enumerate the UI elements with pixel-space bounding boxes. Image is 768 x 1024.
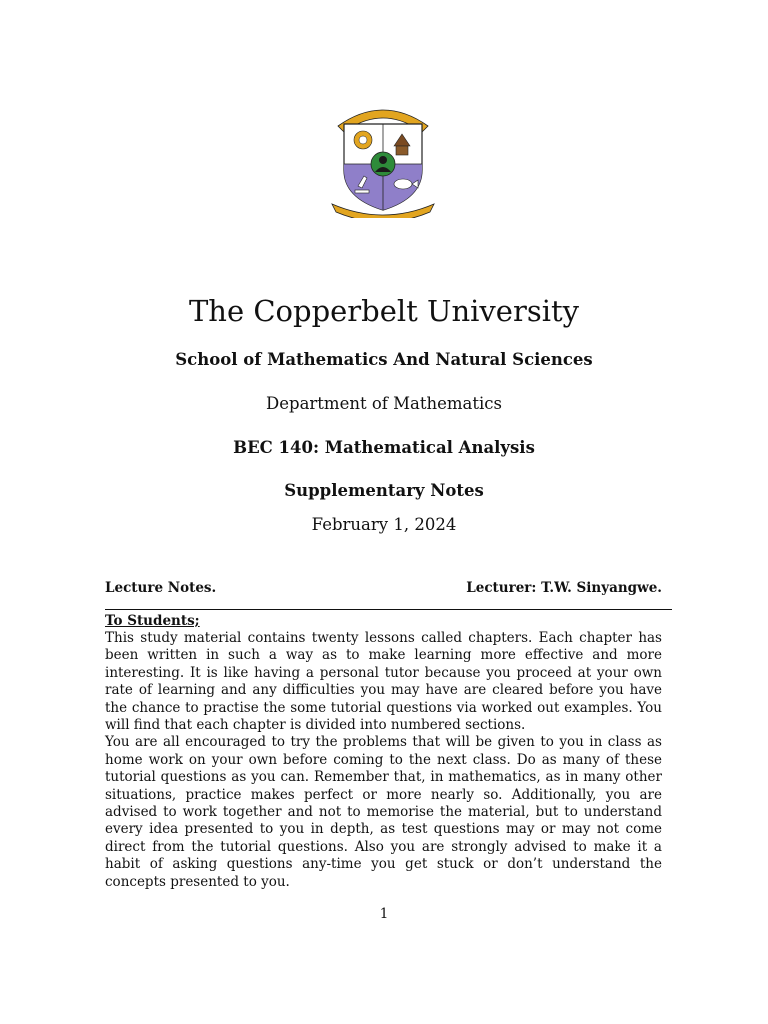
university-crest-icon [330, 100, 436, 218]
paragraph: This study material contains twenty lessons called chapters. Each chapter has been written in such a way as to make learning more effective and more interesting. It is like having a personal tutor because you proceed at your own rate of learning and any difficulties you may have are cleared before you have the chance to practise the some tutorial questions via worked out examples. You will find that each chapter is divided into numbered sections. [105, 630, 662, 734]
university-title: The Copperbelt University [188, 294, 580, 328]
lecturer-label: Lecturer: T.W. Sinyangwe. [466, 580, 662, 596]
paragraph: You are all encouraged to try the problems that will be given to you in class as home work on your own before coming to the next class. Do as many of these tutorial questions as you can. Remember that, in mathematics, as in many other situations, practice makes perfect or more nearly so. Additionally, you are advised to work together and not to memorise the material, but to understand every idea presented to you in depth, as test questions may or may not come direct from the tutorial questions. Also you are strongly advised to make it a habit of asking questions any-time you get stuck or don’t understand the concepts presented to you. [105, 734, 662, 890]
body-text [105, 630, 662, 891]
page-number: 1 [379, 906, 389, 922]
section-heading: To Students; [105, 613, 200, 629]
document-date: February 1, 2024 [311, 515, 457, 534]
course-title: BEC 140: Mathematical Analysis [233, 438, 535, 457]
school-name: School of Mathematics And Natural Sciences [175, 350, 593, 369]
department-name: Department of Mathematics [266, 394, 502, 413]
lecture-notes-label: Lecture Notes. [105, 580, 217, 596]
document-subtitle: Supplementary Notes [284, 481, 484, 500]
divider-rule [105, 609, 672, 610]
